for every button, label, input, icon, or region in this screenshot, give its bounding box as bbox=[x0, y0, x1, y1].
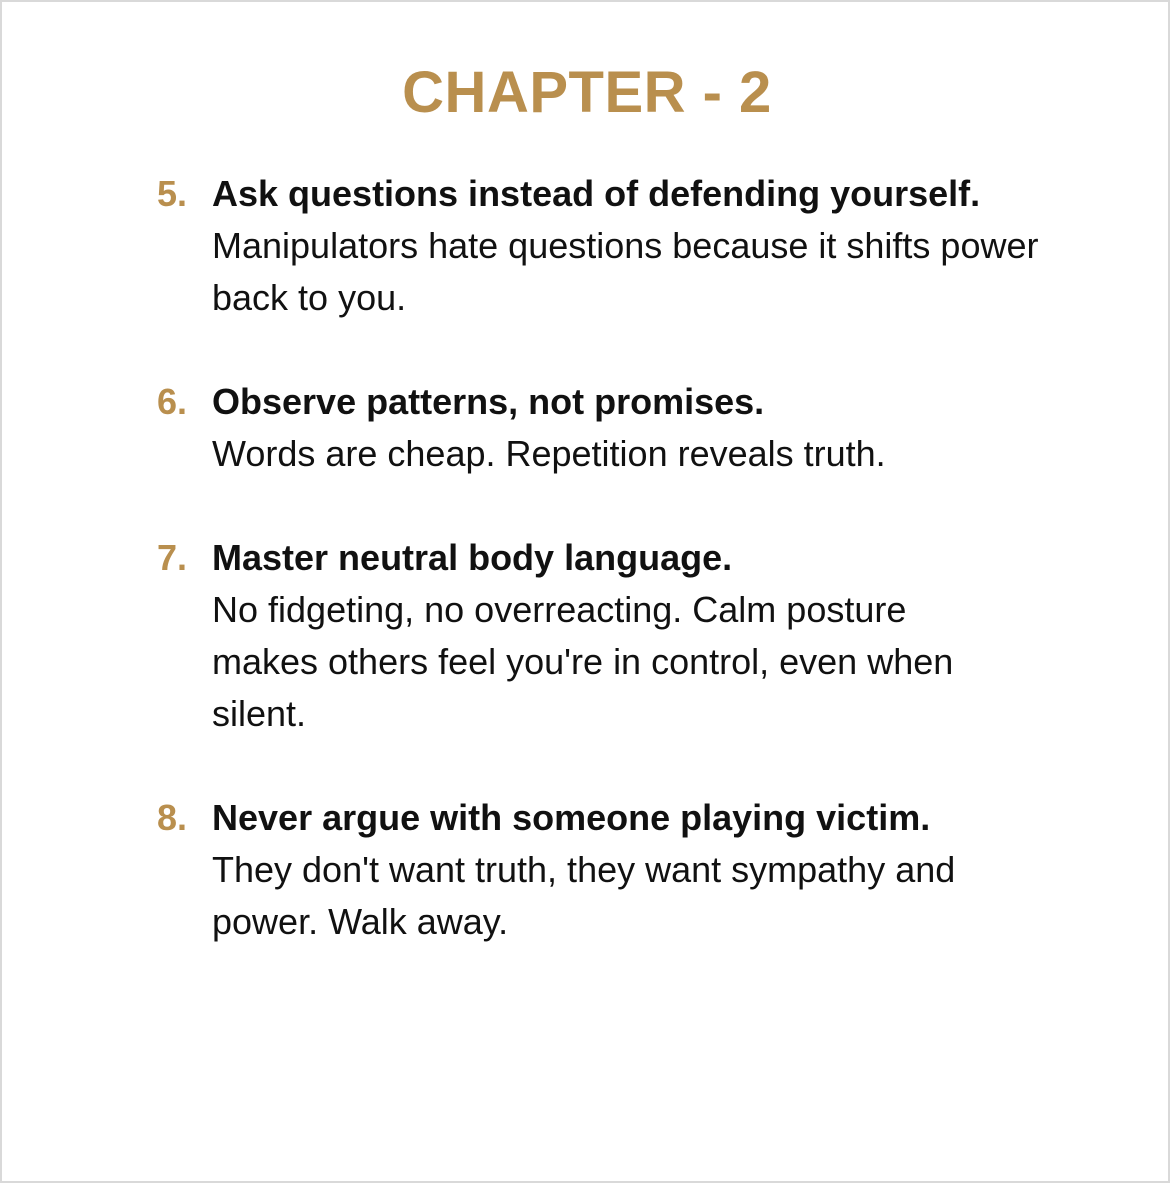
tip-text: Words are cheap. Repetition reveals truth. bbox=[212, 433, 886, 474]
tip-heading: Ask questions instead of defending yourself. bbox=[212, 173, 981, 214]
tip-heading: Observe patterns, not promises. bbox=[212, 381, 765, 422]
tip-number: 8. bbox=[157, 797, 188, 838]
tip-body bbox=[212, 168, 1112, 324]
tip-heading: Never argue with someone playing victim. bbox=[212, 797, 931, 838]
tip-body bbox=[212, 532, 1112, 740]
tip-heading: Master neutral body language. bbox=[212, 537, 733, 578]
tip-text: They don't want truth, they want sympathy and power. Walk away. bbox=[212, 849, 956, 942]
tip-body bbox=[212, 792, 1112, 948]
tip-number: 5. bbox=[157, 173, 188, 214]
tip-text: No fidgeting, no overreacting. Calm posture makes others feel you're in control, even when silent. bbox=[212, 589, 954, 734]
tip-number: 7. bbox=[157, 537, 188, 578]
tip-body bbox=[212, 376, 1112, 480]
chapter-title: CHAPTER - 2 bbox=[402, 60, 772, 125]
tip-number: 6. bbox=[157, 381, 188, 422]
tip-text: Manipulators hate questions because it shifts power back to you. bbox=[212, 225, 1039, 318]
